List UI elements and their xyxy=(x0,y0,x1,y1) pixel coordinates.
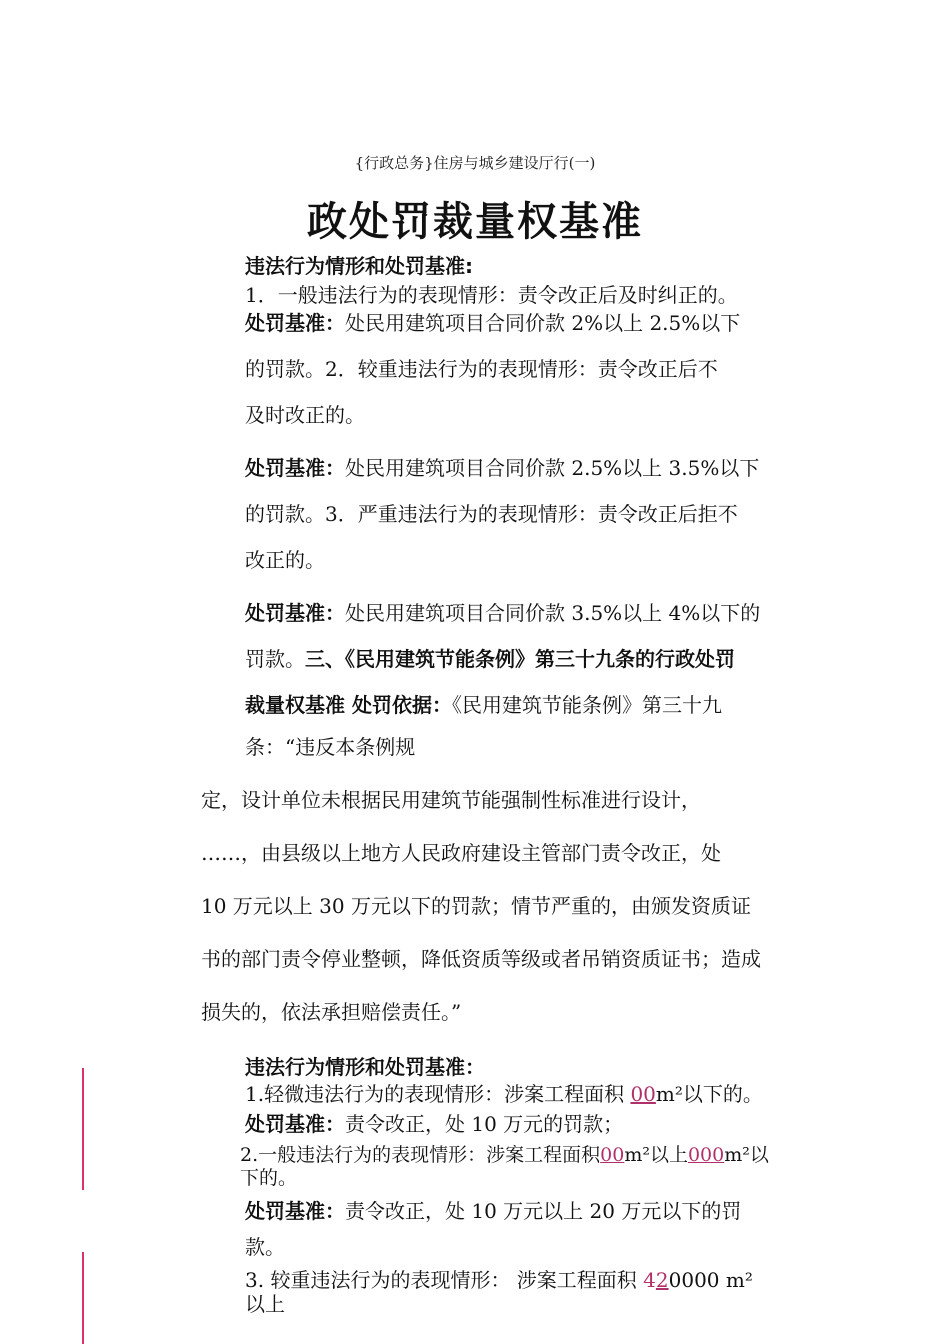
penalty-basis-label: 裁量权基准 处罚依据： xyxy=(245,693,452,717)
penalty-standard-label: 处罚基准： xyxy=(245,456,345,480)
paragraph-line: 裁量权基准 处罚依据：《民用建筑节能条例》第三十九 xyxy=(245,693,722,717)
document-header: {行政总务}住房与城乡建设厅行(一) xyxy=(354,154,596,172)
paragraph-line: 处罚基准：处民用建筑项目合同价款 2.5%以上 3.5%以下 xyxy=(245,456,760,480)
paragraph-line: 条：“违反本条例规 xyxy=(245,735,416,759)
quote-line: 10 万元以上 30 万元以下的罚款；情节严重的，由颁发资质证 xyxy=(201,894,751,918)
penalty-standard-label: 处罚基准： xyxy=(245,1112,345,1136)
paragraph-line: 1．一般违法行为的表现情形：责令改正后及时纠正的。 xyxy=(245,283,738,307)
paragraph-line: 1.轻微违法行为的表现情形：涉案工程面积 00m²以下的。 xyxy=(245,1082,763,1106)
paragraph-line: 处罚基准：处民用建筑项目合同价款 2%以上 2.5%以下 xyxy=(245,311,741,335)
paragraph-line: 的罚款。2．较重违法行为的表现情形：责令改正后不 xyxy=(245,357,718,381)
paragraph-line: 及时改正的。 xyxy=(245,403,365,427)
revised-number: 2 xyxy=(655,1268,669,1292)
paragraph-line: 2.一般违法行为的表现情形：涉案工程面积00m²以上000m²以 xyxy=(240,1144,769,1166)
revised-number: 00 xyxy=(630,1082,656,1106)
penalty-standard-label: 处罚基准： xyxy=(245,601,345,625)
paragraph-line: 3. 较重违法行为的表现情形： 涉案工程面积 420000 m² xyxy=(245,1268,753,1292)
paragraph-line: 罚款。三、《民用建筑节能条例》第三十九条的行政处罚 xyxy=(245,647,735,671)
revision-margin-bar xyxy=(82,1068,84,1190)
paragraph-line: 改正的。 xyxy=(245,548,325,572)
penalty-standard-label: 处罚基准： xyxy=(245,311,345,335)
revision-margin-bar xyxy=(82,1252,84,1344)
paragraph-line: 以上 xyxy=(245,1292,285,1316)
quote-line: 定，设计单位未根据民用建筑节能强制性标准进行设计， xyxy=(201,788,701,812)
quote-line: ……，由县级以上地方人民政府建设主管部门责令改正，处 xyxy=(201,841,721,865)
revised-number: 4 xyxy=(643,1268,656,1292)
paragraph-line: 的罚款。3．严重违法行为的表现情形：责令改正后拒不 xyxy=(245,502,738,526)
paragraph-line: 处罚基准：责令改正，处 10 万元以上 20 万元以下的罚 xyxy=(245,1199,742,1223)
document-title: 政处罚裁量权基准 xyxy=(307,199,643,245)
revised-number: 000 xyxy=(687,1144,725,1166)
section-heading: 违法行为情形和处罚基准: xyxy=(245,254,473,278)
penalty-standard-label: 处罚基准： xyxy=(245,1199,345,1223)
paragraph-line: 款。 xyxy=(245,1235,285,1259)
section-title: 三、《民用建筑节能条例》第三十九条的行政处罚 xyxy=(305,647,735,671)
paragraph-line: 处罚基准：处民用建筑项目合同价款 3.5%以上 4%以下的 xyxy=(245,601,761,625)
quote-line: 书的部门责令停业整顿，降低资质等级或者吊销资质证书；造成 xyxy=(201,947,761,971)
paragraph-line: 下的。 xyxy=(240,1167,298,1189)
quote-line: 损失的，依法承担赔偿责任。” xyxy=(201,1000,462,1024)
revised-number: 00 xyxy=(600,1144,625,1166)
paragraph-line: 处罚基准：责令改正，处 10 万元的罚款； xyxy=(245,1112,624,1136)
section-heading: 违法行为情形和处罚基准： xyxy=(245,1055,485,1079)
